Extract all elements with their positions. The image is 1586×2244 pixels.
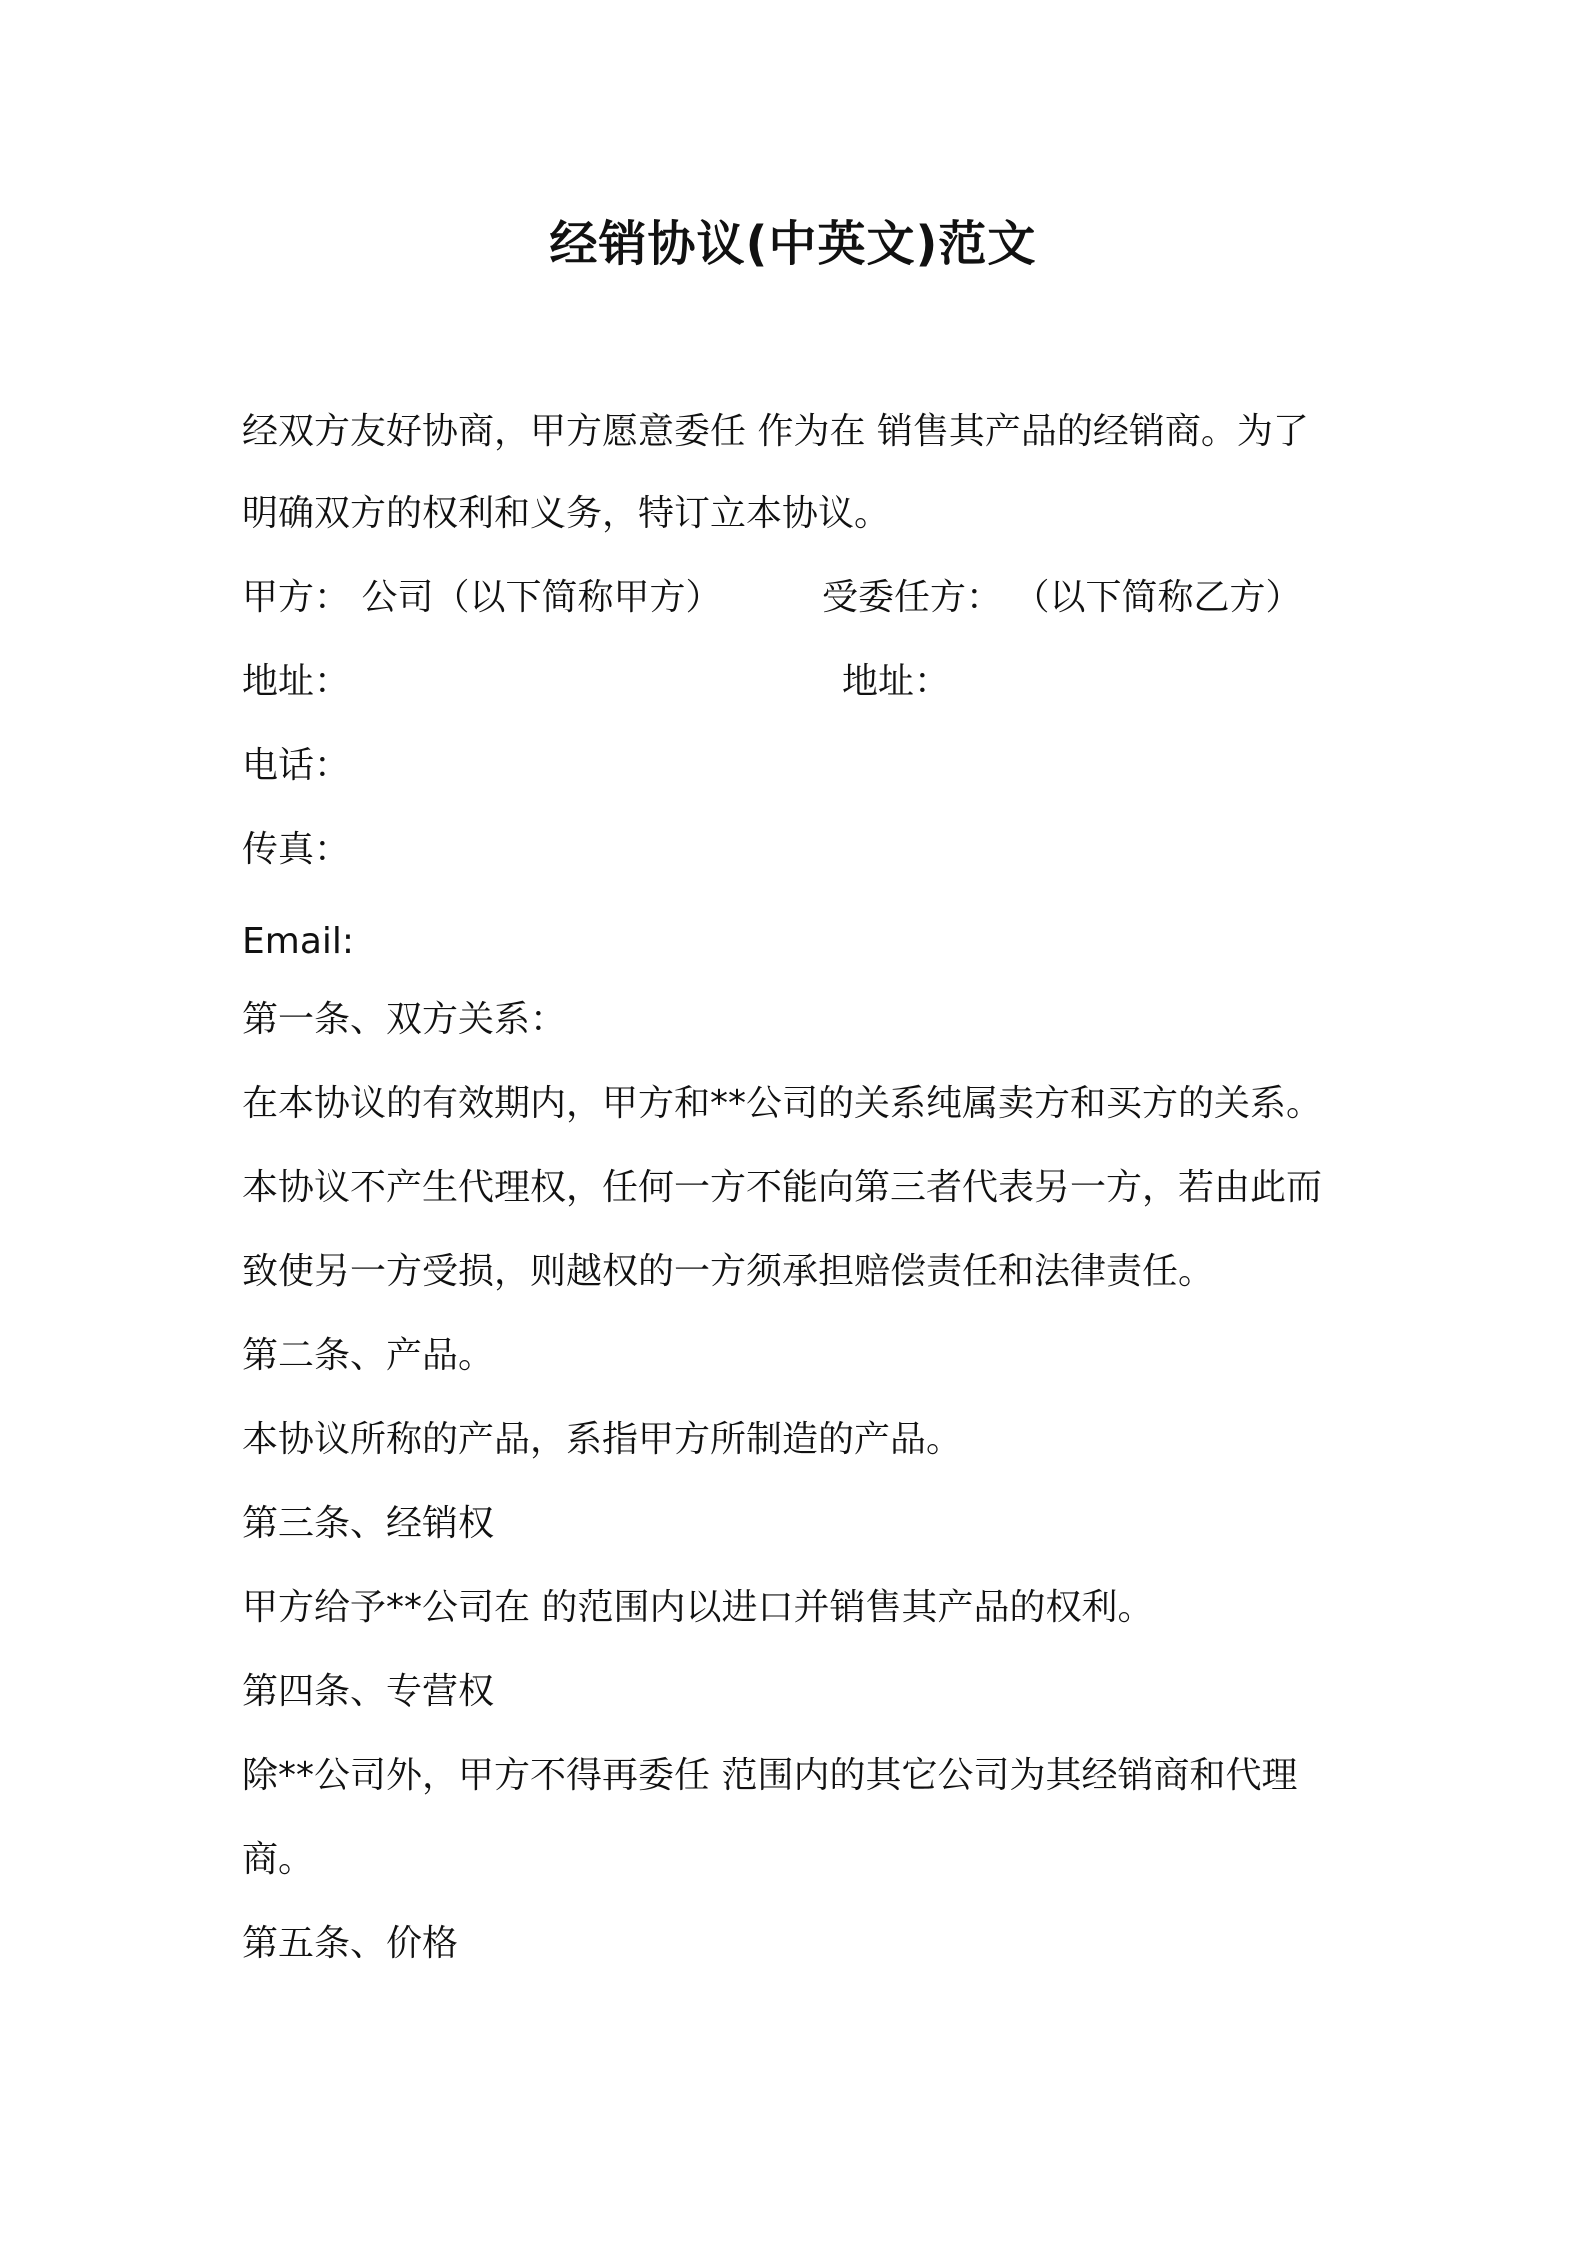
article-1-line-1: 在本协议的有效期内，甲方和**公司的关系纯属卖方和买方的关系。 [242,1083,1323,1124]
article-4-line-1: 除**公司外，甲方不得再委任 范围内的其它公司为其经销商和代理 [242,1755,1298,1796]
address-a-label: 地址： [242,661,351,702]
intro-line-1: 经双方友好协商，甲方愿意委任 作为在 销售其产品的经销商。为了 [242,411,1309,452]
article-2-heading: 第二条、产品。 [242,1335,495,1376]
article-3-line-1: 甲方给予**公司在 的范围内以进口并销售其产品的权利。 [242,1587,1154,1628]
email-label: Email: [242,921,355,962]
article-5-heading: 第五条、价格 [242,1923,459,1964]
document-title: 经销协议(中英文)范文 [549,216,1037,272]
party-a-line: 甲方： 公司（以下简称甲方） [242,577,722,618]
party-b-line: 受委任方： （以下简称乙方） [822,577,1302,618]
article-4-heading: 第四条、专营权 [242,1671,495,1712]
article-2-line-1: 本协议所称的产品，系指甲方所制造的产品。 [242,1419,963,1460]
article-1-line-3: 致使另一方受损，则越权的一方须承担赔偿责任和法律责任。 [242,1251,1215,1292]
article-3-heading: 第三条、经销权 [242,1503,495,1544]
address-b-label: 地址： [842,661,951,702]
article-4-line-2: 商。 [242,1839,315,1880]
phone-label: 电话： [242,745,351,786]
article-1-heading: 第一条、双方关系： [242,999,567,1040]
fax-label: 传真： [242,829,351,870]
article-1-line-2: 本协议不产生代理权，任何一方不能向第三者代表另一方，若由此而 [242,1167,1323,1208]
intro-line-2: 明确双方的权利和义务，特订立本协议。 [242,493,891,534]
